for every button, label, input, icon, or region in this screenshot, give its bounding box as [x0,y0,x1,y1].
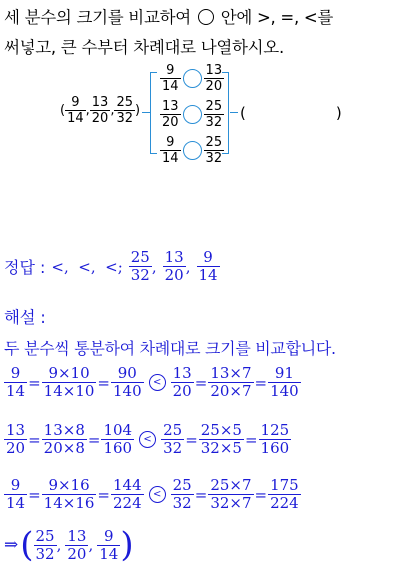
list-fraction: $\frac{9}{14}$ [67,95,84,126]
fraction-list [60,96,140,125]
answer-circle-3[interactable] [183,141,202,160]
answer-paren-box[interactable] [240,104,342,122]
compare-pair-3: $\frac{9}{14}$ $\frac{25}{32}$ [162,135,223,166]
circle-icon [198,9,214,25]
answer-fraction: $\frac{25}{32}$ [130,248,150,284]
connector-left [142,112,150,113]
explanation-text: 두 분수씩 통분하여 차례대로 크기를 비교합니다. [4,339,336,358]
explanation-row-2: $\frac{13}{20}$ = $\frac{13\times 8}{20\times 8}$ = $\frac{104}{160}$ < $\frac{25}{32}$ = $\frac{25\times 5}{32\times 5}$ = $\frac{125}{160}$ [6,421,290,457]
answer-label: 정답 : [4,258,46,277]
compare-pair-2: $\frac{13}{20}$ $\frac{25}{32}$ [162,99,223,130]
answer-fraction: $\frac{13}{20}$ [164,248,184,284]
bracket-left [150,72,157,154]
answer-line: 정답 : <, <, <; $\frac{25}{32}$ , $\frac{13}{20}$ , $\frac{9}{14}$ [4,248,218,284]
question-text-1a: 세 분수의 크기를 비교하여 [4,8,191,27]
question-text-1b: 안에 >, =, <를 [220,8,333,27]
less-than-circle-icon: < [149,374,166,391]
answer-circle-1[interactable] [183,69,202,88]
answer-symbols: <, <, <; [51,257,123,276]
explanation-label: 해설 : [4,308,46,327]
explanation-row-3: $\frac{9}{14}$ = $\frac{9\times 16}{14\times 16}$ = $\frac{144}{224}$ < $\frac{25}{32}$ = $\frac{25\times 7}{32\times 7}$ = $\frac{175}{224}$ [6,476,299,512]
implies-arrow-icon: ⇒ [4,535,19,555]
question-line-1 [4,4,333,28]
list-fraction: $\frac{13}{20}$ [91,95,109,126]
list-fraction: $\frac{25}{32}$ [116,95,133,126]
less-than-circle-icon: < [149,486,166,503]
conclusion-line: ⇒ ( $\frac{25}{32}$ , $\frac{13}{20}$ , $\frac{9}{14}$ ) [4,525,134,565]
list-close-paren: ) [135,103,141,118]
compare-pair-1: $\frac{9}{14}$ $\frac{13}{20}$ [162,63,223,94]
answer-open-paren: ( [240,104,246,122]
question-line-2: 써넣고, 큰 수부터 차례대로 나열하시오. [4,38,284,57]
list-comma: , [85,103,90,118]
list-open-paren: ( [60,103,66,118]
less-than-circle-icon: < [139,431,156,448]
answer-fraction: $\frac{9}{14}$ [198,248,218,284]
list-comma: , [110,103,115,118]
connector-right [230,112,238,113]
answer-circle-2[interactable] [183,105,202,124]
explanation-row-1: $\frac{9}{14}$ = $\frac{9\times 10}{14\times 10}$ = $\frac{90}{140}$ < $\frac{13}{20}$ = $\frac{13\times 7}{20\times 7}$ = $\frac{91}{140}$ [6,364,299,400]
answer-close-paren: ) [335,104,342,122]
